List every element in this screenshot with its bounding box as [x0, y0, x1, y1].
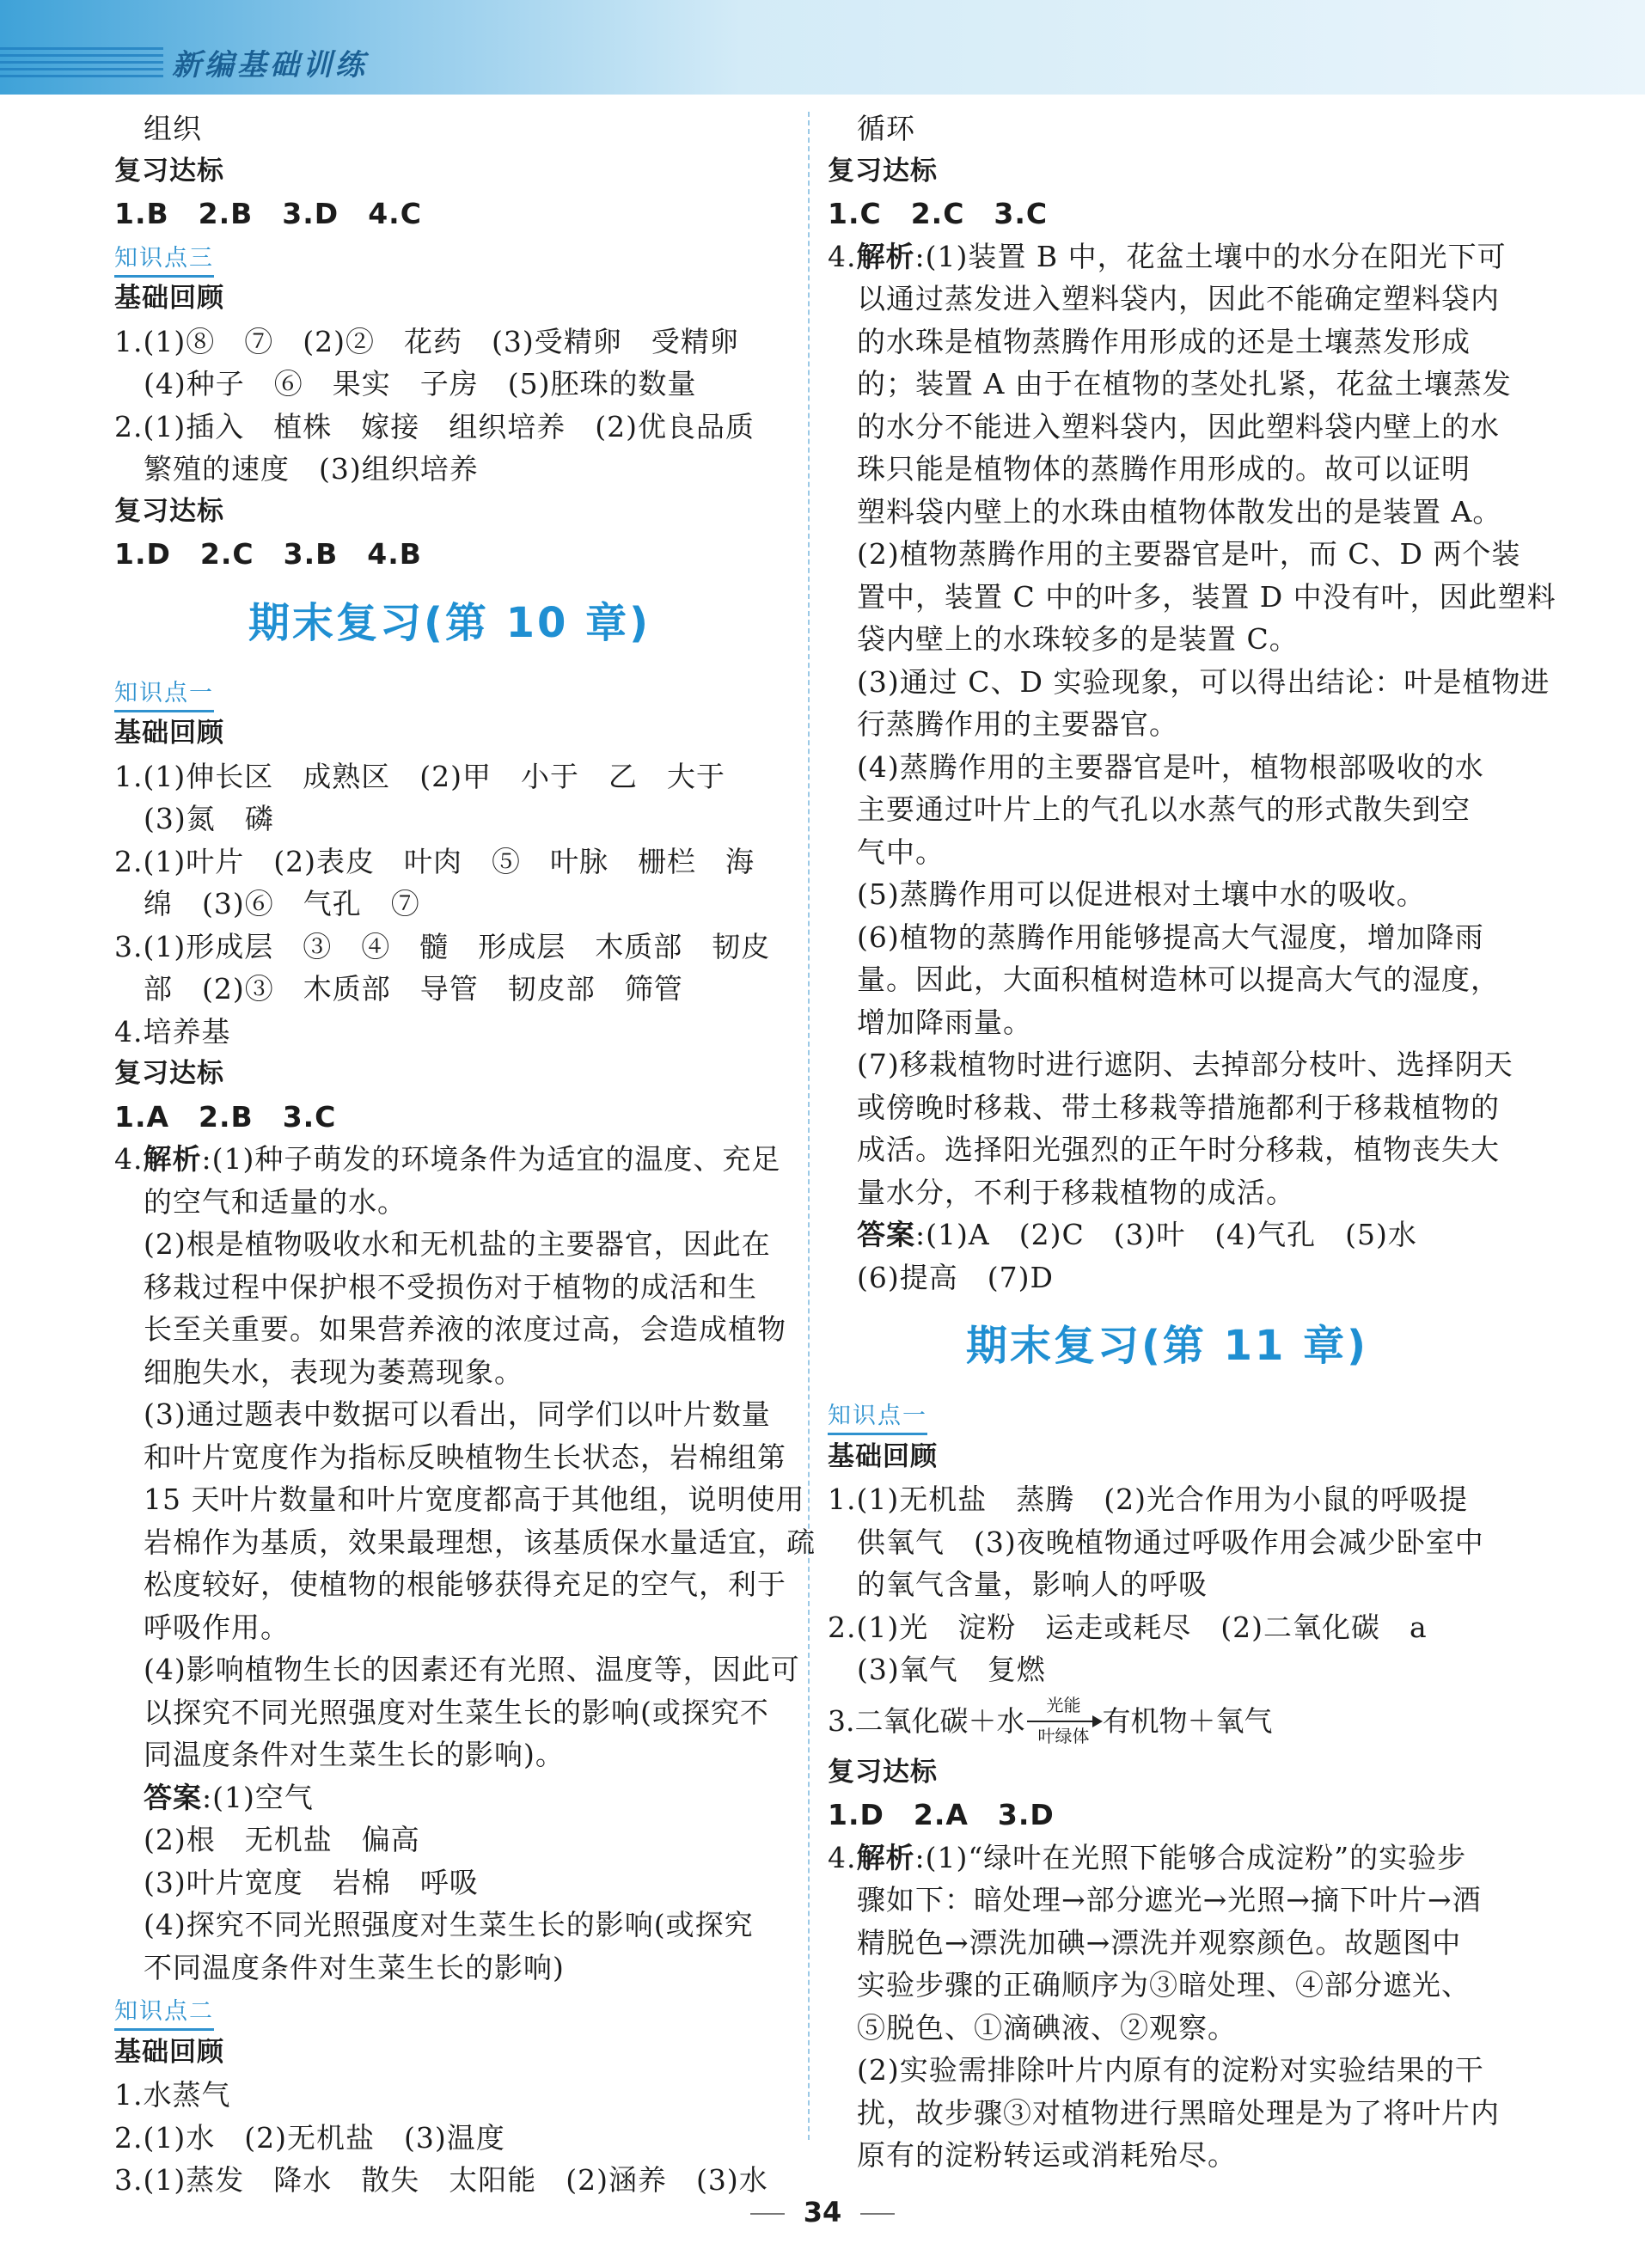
knowledge-point: [828, 1393, 1507, 1436]
text-line: (4)种子 ⑥ 果实 子房 (5)胚珠的数量: [144, 367, 697, 400]
text-line: 繁殖的速度 (3)组织培养: [144, 452, 479, 486]
subsection-heading: 基础回顾: [114, 2036, 224, 2068]
text-line: 的氧气含量，影响人的呼吸: [857, 1568, 1208, 1601]
subsection-heading: 基础回顾: [114, 718, 224, 749]
text-line: 量水分，不利于移栽植物的成活。: [857, 1175, 1295, 1209]
text-line: (2)根是植物吸收水和无机盐的主要器官，因此在: [144, 1227, 771, 1261]
arrow-shaft: [1027, 1721, 1096, 1722]
text-line: 主要通过叶片上的气孔以水蒸气的形式散失到空: [857, 792, 1471, 826]
answer-line: 1.A 2.B 3.C: [114, 1099, 337, 1134]
text-line: 1.(1)无机盐 蒸腾 (2)光合作用为小鼠的呼吸提: [828, 1482, 1468, 1516]
subsection-heading: 复习达标: [114, 495, 224, 527]
text-line: (4)影响植物生长的因素还有光照、温度等，因此可: [144, 1653, 800, 1686]
text-line: 2.(1)插入 植株 嫁接 组织培养 (2)优良品质: [114, 409, 755, 443]
text-line: 绵 (3)⑥ 气孔 ⑦: [144, 887, 420, 920]
text-line: 同温度条件对生菜生长的影响)。: [144, 1738, 565, 1771]
equation-products: 有机物＋氧气: [1102, 1703, 1273, 1738]
analysis-label: 解析: [856, 1840, 915, 1874]
knowledge-point-label: 知识点三: [114, 242, 214, 278]
text-line: 置中，装置 C 中的叶多，装置 D 中没有叶，因此塑料: [857, 579, 1556, 614]
text-line: 的空气和适量的水。: [144, 1184, 407, 1219]
text-line: 增加降雨量。: [857, 1005, 1032, 1039]
knowledge-point-label: 知识点二: [114, 1996, 214, 2031]
left-column: [114, 107, 816, 2202]
text-line: 以探究不同光照强度对生菜生长的影响(或探究不: [144, 1695, 769, 1729]
column-divider: [808, 112, 810, 2140]
text-line: (2)实验需排除叶片内原有的淀粉对实验结果的干: [857, 2053, 1484, 2087]
subsection-heading: 复习达标: [828, 155, 938, 186]
text-line: 部 (2)③ 木质部 导管 韧皮部 筛管: [144, 972, 683, 1006]
right-column: [828, 107, 1556, 2177]
text-line: 袋内壁上的水珠较多的是装置 C。: [857, 622, 1299, 656]
text-line: (2)根 无机盐 偏高: [144, 1823, 420, 1856]
text-line: 行蒸腾作用的主要器官。: [857, 707, 1178, 741]
header-title: 新编基础训练: [172, 48, 368, 83]
text-line: 15 天叶片数量和叶片宽度都高于其他组，说明使用: [144, 1482, 805, 1516]
analysis-text: :(1)“绿叶在光照下能够合成淀粉”的实验步: [914, 1840, 1467, 1874]
text-line: 的水珠是植物蒸腾作用形成的还是土壤蒸发形成: [857, 324, 1471, 358]
text-line: 实验步骤的正确顺序为③暗处理、④部分遮光、: [857, 1968, 1471, 2002]
equation-reactants: 3.二氧化碳＋水: [828, 1703, 1025, 1738]
subsection-heading: 复习达标: [828, 1756, 938, 1788]
answer-summary-line: [828, 1213, 1507, 1256]
arrow-condition-bottom: 叶绿体: [1037, 1725, 1090, 1746]
text-line: 供氧气 (3)夜晚植物通过呼吸作用会减少卧室中: [857, 1525, 1484, 1559]
text-line: 1.水蒸气: [114, 2078, 231, 2112]
text-line: 3.(1)蒸发 降水 散失 太阳能 (2)涵养 (3)水: [114, 2163, 768, 2197]
text-line: (3)叶片宽度 岩棉 呼吸: [144, 1865, 479, 1899]
page-header: [0, 0, 1645, 95]
text-line: 成活。选择阳光强烈的正午时分移栽，植物丧失大: [857, 1133, 1500, 1166]
answer-line: 1.B 2.B 3.D 4.C: [114, 197, 422, 230]
knowledge-point: [114, 670, 785, 713]
text-line: (3)氮 磷: [144, 802, 274, 835]
text-line: (2)植物蒸腾作用的主要器官是叶，而 C、D 两个装: [857, 537, 1521, 571]
knowledge-point-label: 知识点一: [114, 677, 214, 712]
text-line: 原有的淀粉转运或消耗殆尽。: [857, 2138, 1237, 2172]
page-number-dash-right: [860, 2213, 895, 2215]
answer-label: 答案: [144, 1780, 202, 1814]
answer-line: 1.D 2.C 3.B 4.B: [114, 537, 422, 571]
text-line: 循环: [857, 112, 915, 145]
analysis-text: :(1)装置 B 中，花盆土壤中的水分在阳光下可: [914, 239, 1507, 273]
text-line: 不同温度条件对生菜生长的影响): [144, 1950, 565, 1984]
question-number: 4.: [828, 239, 857, 273]
text-line: 骤如下：暗处理→部分遮光→光照→摘下叶片→酒: [857, 1883, 1482, 1916]
analysis-text: :(1)种子萌发的环境条件为适宜的温度、充足: [201, 1142, 781, 1176]
text-line: 气中。: [857, 834, 945, 869]
answer-text: :(1)A (2)C (3)叶 (4)气孔 (5)水: [915, 1218, 1417, 1251]
text-line: 松度较好，使植物的根能够获得充足的空气，利于: [144, 1568, 786, 1601]
analysis-label: 解析: [143, 1142, 202, 1176]
text-line: 或傍晚时移栽、带土移栽等措施都利于移栽植物的: [857, 1090, 1500, 1124]
page-number: [0, 2196, 1645, 2228]
text-line: 3.(1)形成层 ③ ④ 髓 形成层 木质部 韧皮: [114, 929, 771, 963]
text-line: 2.(1)水 (2)无机盐 (3)温度: [114, 2120, 505, 2155]
text-line: 组织: [144, 112, 202, 145]
text-line: (3)通过 C、D 实验现象，可以得出结论：叶是植物进: [857, 664, 1550, 699]
analysis-label: 解析: [856, 239, 915, 273]
text-line: (6)提高 (7)D: [857, 1260, 1054, 1294]
reaction-arrow: [1025, 1691, 1103, 1751]
knowledge-point: [114, 235, 785, 278]
text-line: (4)蒸腾作用的主要器官是叶，植物根部吸收的水: [857, 749, 1484, 784]
section-title: 期末复习(第 11 章): [965, 1322, 1369, 1370]
question-number: 4.: [828, 1840, 857, 1874]
subsection-heading: 基础回顾: [114, 283, 224, 314]
text-line: 1.(1)⑧ ⑦ (2)② 花药 (3)受精卵 受精卵: [114, 324, 739, 358]
text-line: 岩棉作为基质，效果最理想，该基质保水量适宜，疏: [144, 1525, 816, 1559]
subsection-heading: 基础回顾: [828, 1440, 938, 1472]
text-line: (4)探究不同光照强度对生菜生长的影响(或探究: [144, 1908, 754, 1941]
text-line: 珠只能是植物体的蒸腾作用形成的。故可以证明: [857, 452, 1471, 486]
header-stripes: [0, 47, 163, 80]
arrow-condition-top: 光能: [1046, 1694, 1081, 1715]
answer-label: 答案: [857, 1218, 915, 1251]
analysis-line: [828, 235, 1507, 278]
subsection-heading: 复习达标: [114, 1058, 224, 1089]
text-line: 1.(1)伸长区 成熟区 (2)甲 小于 乙 大于: [114, 759, 725, 793]
answer-text: :(1)空气: [202, 1780, 314, 1814]
text-line: 2.(1)光 淀粉 运走或耗尽 (2)二氧化碳 a: [828, 1610, 1428, 1644]
section-title: 期末复习(第 10 章): [248, 598, 651, 647]
text-line: (3)通过题表中数据可以看出，同学们以叶片数量: [144, 1397, 771, 1431]
text-line: (5)蒸腾作用可以促进根对土壤中水的吸收。: [857, 877, 1426, 911]
text-line: 2.(1)叶片 (2)表皮 叶肉 ⑤ 叶脉 栅栏 海: [114, 844, 755, 878]
text-line: 精脱色→漂洗加碘→漂洗并观察颜色。故题图中: [857, 1925, 1462, 1959]
text-line: 扰，故步骤③对植物进行黑暗处理是为了将叶片内: [857, 2095, 1500, 2130]
knowledge-point: [114, 1989, 785, 2032]
answer-summary-line: [114, 1776, 785, 1819]
page-number-value: 34: [803, 2196, 842, 2228]
text-line: 量。因此，大面积植树造林可以提高大气的湿度，: [857, 963, 1500, 996]
question-number: 4.: [114, 1142, 144, 1176]
text-line: ⑤脱色、①滴碘液、②观察。: [857, 2010, 1237, 2045]
text-line: 塑料袋内壁上的水珠由植物体散发出的是装置 A。: [857, 494, 1502, 529]
text-line: 4.培养基: [114, 1014, 231, 1048]
page-number-dash-left: [750, 2213, 785, 2215]
text-line: (6)植物的蒸腾作用能够提高大气湿度，增加降雨: [857, 920, 1484, 954]
text-line: (3)氧气 复燃: [857, 1653, 1046, 1686]
text-line: 的水分不能进入塑料袋内，因此塑料袋内壁上的水: [857, 409, 1500, 443]
analysis-line: [828, 1837, 1507, 1880]
analysis-line: [114, 1138, 785, 1181]
subsection-heading: 复习达标: [114, 155, 224, 186]
photosynthesis-equation: [828, 1691, 1507, 1751]
answer-line: 1.D 2.A 3.D: [828, 1798, 1055, 1831]
text-line: 移栽过程中保护根不受损伤对于植物的成活和生: [144, 1269, 757, 1304]
text-line: 呼吸作用。: [144, 1610, 290, 1644]
text-line: 细胞失水，表现为萎蔫现象。: [144, 1354, 523, 1389]
text-line: 的；装置 A 由于在植物的茎处扎紧，花盆土壤蒸发: [857, 367, 1512, 400]
text-line: 长至关重要。如果营养液的浓度过高，会造成植物: [144, 1312, 786, 1346]
text-line: 和叶片宽度作为指标反映植物生长状态，岩棉组第: [144, 1440, 786, 1474]
answer-line: 1.C 2.C 3.C: [828, 197, 1049, 230]
text-line: 以通过蒸发进入塑料袋内，因此不能确定塑料袋内: [857, 282, 1500, 315]
text-line: (7)移栽植物时进行遮阴、去掉部分枝叶、选择阴天: [857, 1048, 1514, 1081]
knowledge-point-label: 知识点一: [828, 1400, 927, 1435]
